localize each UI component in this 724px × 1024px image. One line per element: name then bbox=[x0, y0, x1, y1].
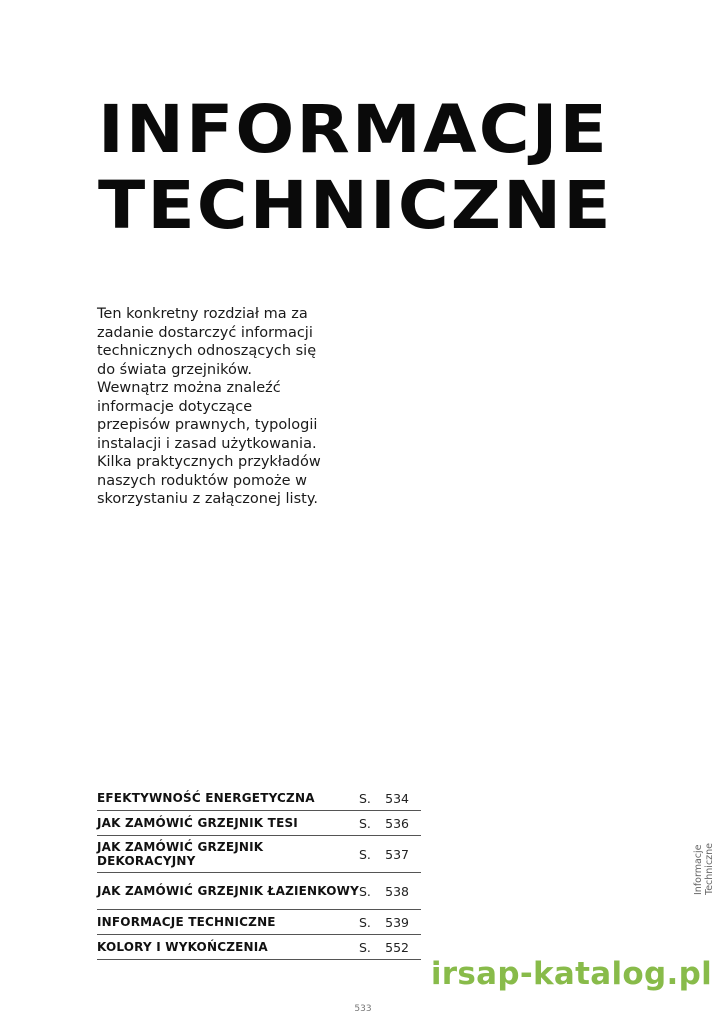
intro-line: przepisów prawnych, typologii bbox=[97, 417, 318, 433]
intro-line: do świata grzejników. bbox=[97, 361, 253, 378]
toc-row-informacje[interactable] bbox=[97, 910, 421, 935]
toc-row-label: JAK ZAMÓWIĆ GRZEJNIK TESI bbox=[97, 811, 359, 836]
toc-row-tesi[interactable] bbox=[97, 811, 421, 836]
toc-row-page: 538 bbox=[383, 873, 421, 910]
toc-row-page: 539 bbox=[383, 910, 421, 935]
toc-row-kolory[interactable] bbox=[97, 935, 421, 960]
title-line-1: INFORMACJE bbox=[98, 91, 609, 168]
side-label-line-1: Informacje bbox=[693, 844, 704, 895]
intro-line: zadanie dostarczyć informacji bbox=[97, 324, 313, 341]
page-title bbox=[98, 92, 613, 244]
toc-row-page: 534 bbox=[383, 786, 421, 811]
toc-row-dekoracyjny[interactable] bbox=[97, 836, 421, 873]
toc-row-lazienkowy[interactable] bbox=[97, 873, 421, 910]
site-watermark: irsap-katalog.pl bbox=[430, 956, 712, 992]
toc-row-label: JAK ZAMÓWIĆ GRZEJNIK DEKORACYJNY bbox=[97, 836, 359, 873]
toc-row-label: EFEKTYWNOŚĆ ENERGETYCZNA bbox=[97, 786, 359, 811]
toc-row-page: 537 bbox=[383, 836, 421, 873]
intro-line: skorzystaniu z załączonej listy. bbox=[97, 491, 318, 507]
intro-line: instalacji i zasad użytkowania. bbox=[97, 435, 317, 452]
toc-row-page-prefix: S. bbox=[359, 873, 383, 910]
intro-paragraph bbox=[97, 305, 347, 509]
toc-row-page-prefix: S. bbox=[359, 910, 383, 935]
title-line-2: TECHNICZNE bbox=[98, 167, 613, 244]
intro-line: naszych roduktów pomoże w bbox=[97, 472, 307, 489]
toc-row-label: INFORMACJE TECHNICZNE bbox=[97, 910, 359, 935]
toc-row-page-prefix: S. bbox=[359, 811, 383, 836]
toc-row-label: JAK ZAMÓWIĆ GRZEJNIK ŁAZIENKOWY bbox=[97, 873, 359, 910]
intro-line: Kilka praktycznych przykładów bbox=[97, 454, 321, 470]
toc-row-page: 552 bbox=[383, 935, 421, 960]
table-of-contents bbox=[97, 786, 421, 960]
toc-row-page-prefix: S. bbox=[359, 786, 383, 811]
section-side-label bbox=[693, 815, 715, 895]
toc-row-page-prefix: S. bbox=[359, 935, 383, 960]
toc-row-page: 536 bbox=[383, 811, 421, 836]
page-number: 533 bbox=[354, 1004, 372, 1014]
toc-row-page-prefix: S. bbox=[359, 836, 383, 873]
intro-line: Wewnątrz można znaleźć bbox=[97, 380, 281, 396]
toc-row-label: KOLORY I WYKOŃCZENIA bbox=[97, 935, 359, 960]
intro-line: technicznych odnoszących się bbox=[97, 343, 317, 359]
intro-line: Ten konkretny rozdział ma za bbox=[97, 306, 308, 322]
side-label-line-2: Techniczne bbox=[704, 842, 715, 895]
toc-row-efektywnosc[interactable] bbox=[97, 786, 421, 811]
intro-line: informacje dotyczące bbox=[97, 398, 253, 415]
